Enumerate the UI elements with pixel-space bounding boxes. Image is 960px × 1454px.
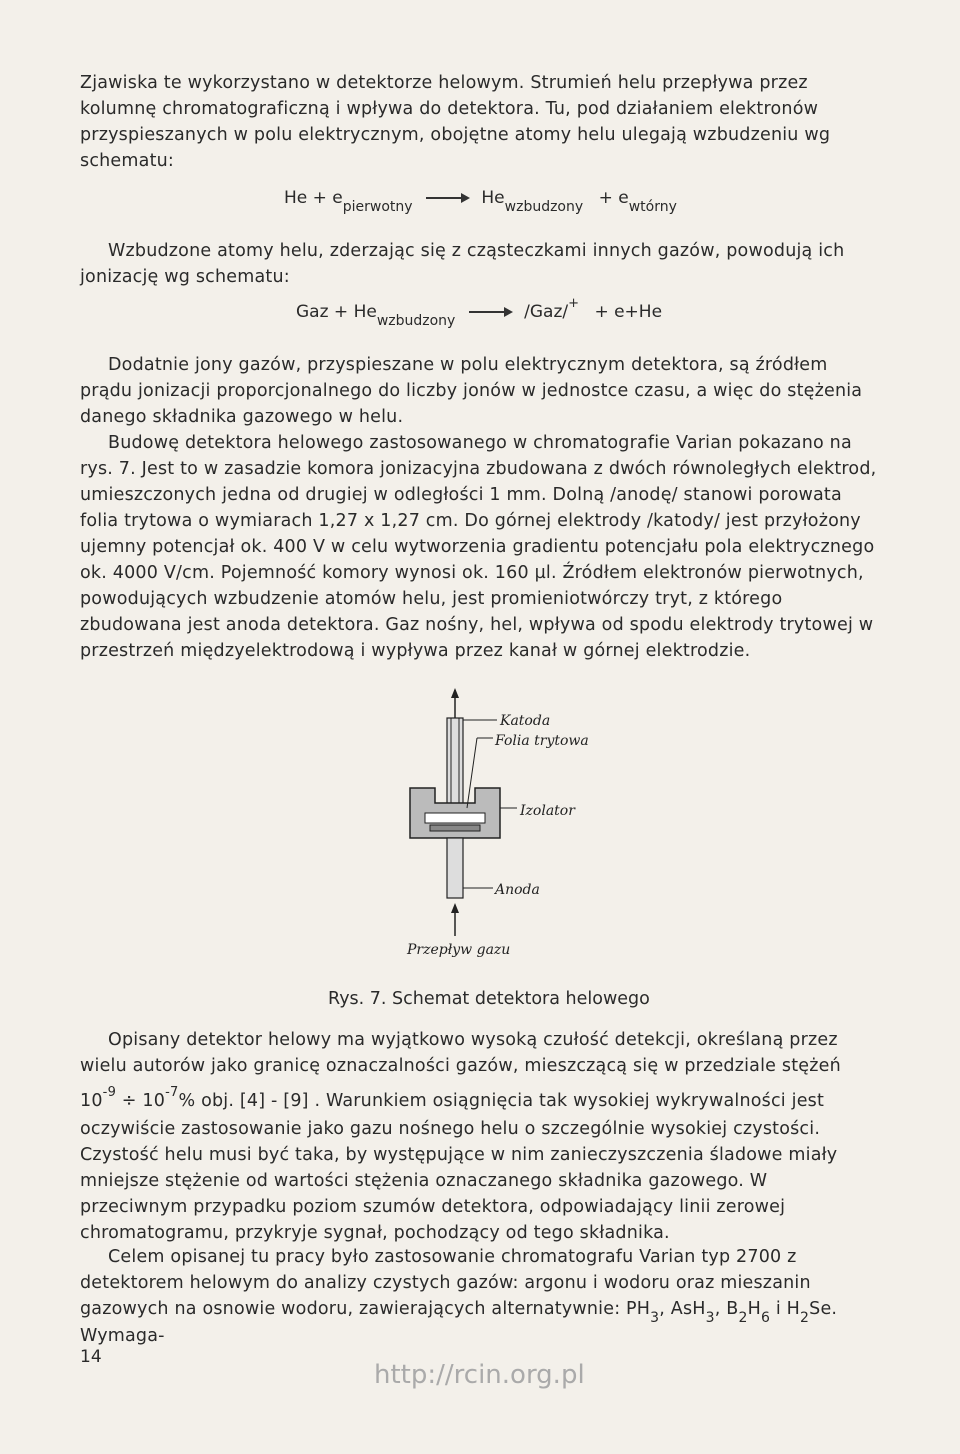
eq2-rhs-sup: + [568, 296, 580, 311]
figure-caption: Rys. 7. Schemat detektora helowego [328, 989, 650, 1009]
detector-diagram [395, 688, 635, 968]
p6-a: Celem opisanej tu pracy było zastosowanie chromatografu Varian typ 2700 z detektorem helowym do analizy czystych gazów: argonu i wodoru oraz mieszanin gazowych na osnowie wodoru, zawierających alternatywnie: PH [80, 1247, 811, 1319]
eq2-lhs-sub: wzbudzony [376, 313, 456, 329]
label-przeplyw: Przepływ gazu [407, 942, 511, 958]
arrow-icon [426, 197, 468, 199]
arrow-icon [469, 311, 511, 313]
p5-base1: 10 [80, 1091, 103, 1111]
p5-rest: % obj. [4] - [9] . Warunkiem osiągnięcia tak wysokiej wykrywalności jest oczywiście zastosowanie jako gazu nośnego helu o szczególnie wysokiej czystości. Czystość helu musi być taka, by występujące w nim zanieczyszczenia śladowe miały mniejsze stężenie od wartości stężenia oznaczanego składnika gazowego. W przeciwnym przypadku poziom szumów detektora, odpowiadający linii zerowej chromatogramu, przykryje sygnał, pochodzący od tego składnika. [80, 1091, 838, 1243]
watermark-url[interactable]: http://rcin.org.pl [374, 1360, 585, 1390]
p6-b: , AsH [659, 1299, 706, 1319]
paragraph-6 [80, 1244, 880, 1349]
eq2-extra: + e+He [594, 302, 663, 322]
eq1-extra: + e [598, 188, 629, 208]
eq1-extra-sub: wtórny [628, 199, 677, 215]
eq2-rhs: /Gaz/ [524, 302, 569, 322]
paragraph-5a: Opisany detektor helowy ma wyjątkowo wysoką czułość detekcji, określaną przez wielu autorów jako granicę oznaczalności gazów, mieszczącą się w przedziale stężeń [80, 1030, 841, 1076]
eq1-lhs-sub: pierwotny [342, 199, 413, 215]
eq1-lhs: He + e [284, 188, 343, 208]
paragraph-3: Dodatnie jony gazów, przyspieszane w polu elektrycznym detektora, są źródłem prądu jonizacji proporcjonalnego do liczby jonów w jednostce czasu, a więc do stężenia danego składnika gazowego w helu. [80, 355, 863, 427]
p6-s5: 2 [800, 1310, 810, 1326]
p6-s2: 3 [705, 1310, 715, 1326]
page-number: 14 [80, 1347, 102, 1367]
p5-mid: ÷ 10 [116, 1091, 166, 1111]
p5-exp1: -9 [102, 1085, 117, 1100]
equation-excitation [284, 188, 677, 215]
label-katoda: Katoda [500, 713, 551, 729]
p6-s4: 6 [760, 1310, 771, 1326]
paragraph-2: Wzbudzone atomy helu, zderzając się z cząsteczkami innych gazów, powodują ich jonizację wg schematu: [80, 241, 845, 287]
equation-ionization [296, 296, 663, 329]
p6-s3: 2 [738, 1310, 748, 1326]
paragraph-5b [80, 1085, 880, 1246]
p6-d: H [747, 1299, 761, 1319]
eq1-rhs-sub: wzbudzony [504, 199, 584, 215]
paragraph-1: Zjawiska te wykorzystano w detektorze helowym. Strumień helu przepływa przez kolumnę chromatograficzną i wpływa do detektora. Tu, pod działaniem elektronów przyspieszanych w polu elektrycznym, obojętne atomy helu ulegają wzbudzeniu wg schematu: [80, 73, 831, 171]
p6-f: Se. Wymaga- [80, 1299, 838, 1346]
label-izolator: Izolator [520, 803, 575, 819]
p6-c: , B [714, 1299, 739, 1319]
eq1-rhs: He [481, 188, 505, 208]
label-anoda: Anoda [495, 882, 540, 898]
p5-exp2: -7 [165, 1085, 179, 1100]
p6-s1: 3 [650, 1310, 660, 1326]
p6-e: i H [770, 1299, 801, 1319]
eq2-lhs: Gaz + He [296, 302, 377, 322]
label-folia: Folia trytowa [495, 733, 589, 749]
paragraph-4: Budowę detektora helowego zastosowanego w chromatografie Varian pokazano na rys. 7. Jest to w zasadzie komora jonizacyjna zbudowana z dwóch równoległych elektrod, umieszczonych jedna od drugiej w odległości 1 mm. Dolną /anodę/ stanowi porowata folia trytowa o wymiarach 1,27 x 1,27 cm. Do górnej elektrody /katody/ jest przyłożony ujemny potencjał ok. 400 V w celu wytworzenia gradientu potencjału pola elektrycznego ok. 4000 V/cm. Pojemność komory wynosi ok. 160 µl. Źródłem elektronów pierwotnych, powodujących wzbudzenie atomów helu, jest promieniotwórczy tryt, z którego zbudowana jest anoda detektora. Gaz nośny, hel, wpływa od spodu elektrody trytowej w przestrzeń międzyelektrodową i wypływa przez kanał w górnej elektrodzie. [80, 433, 877, 661]
